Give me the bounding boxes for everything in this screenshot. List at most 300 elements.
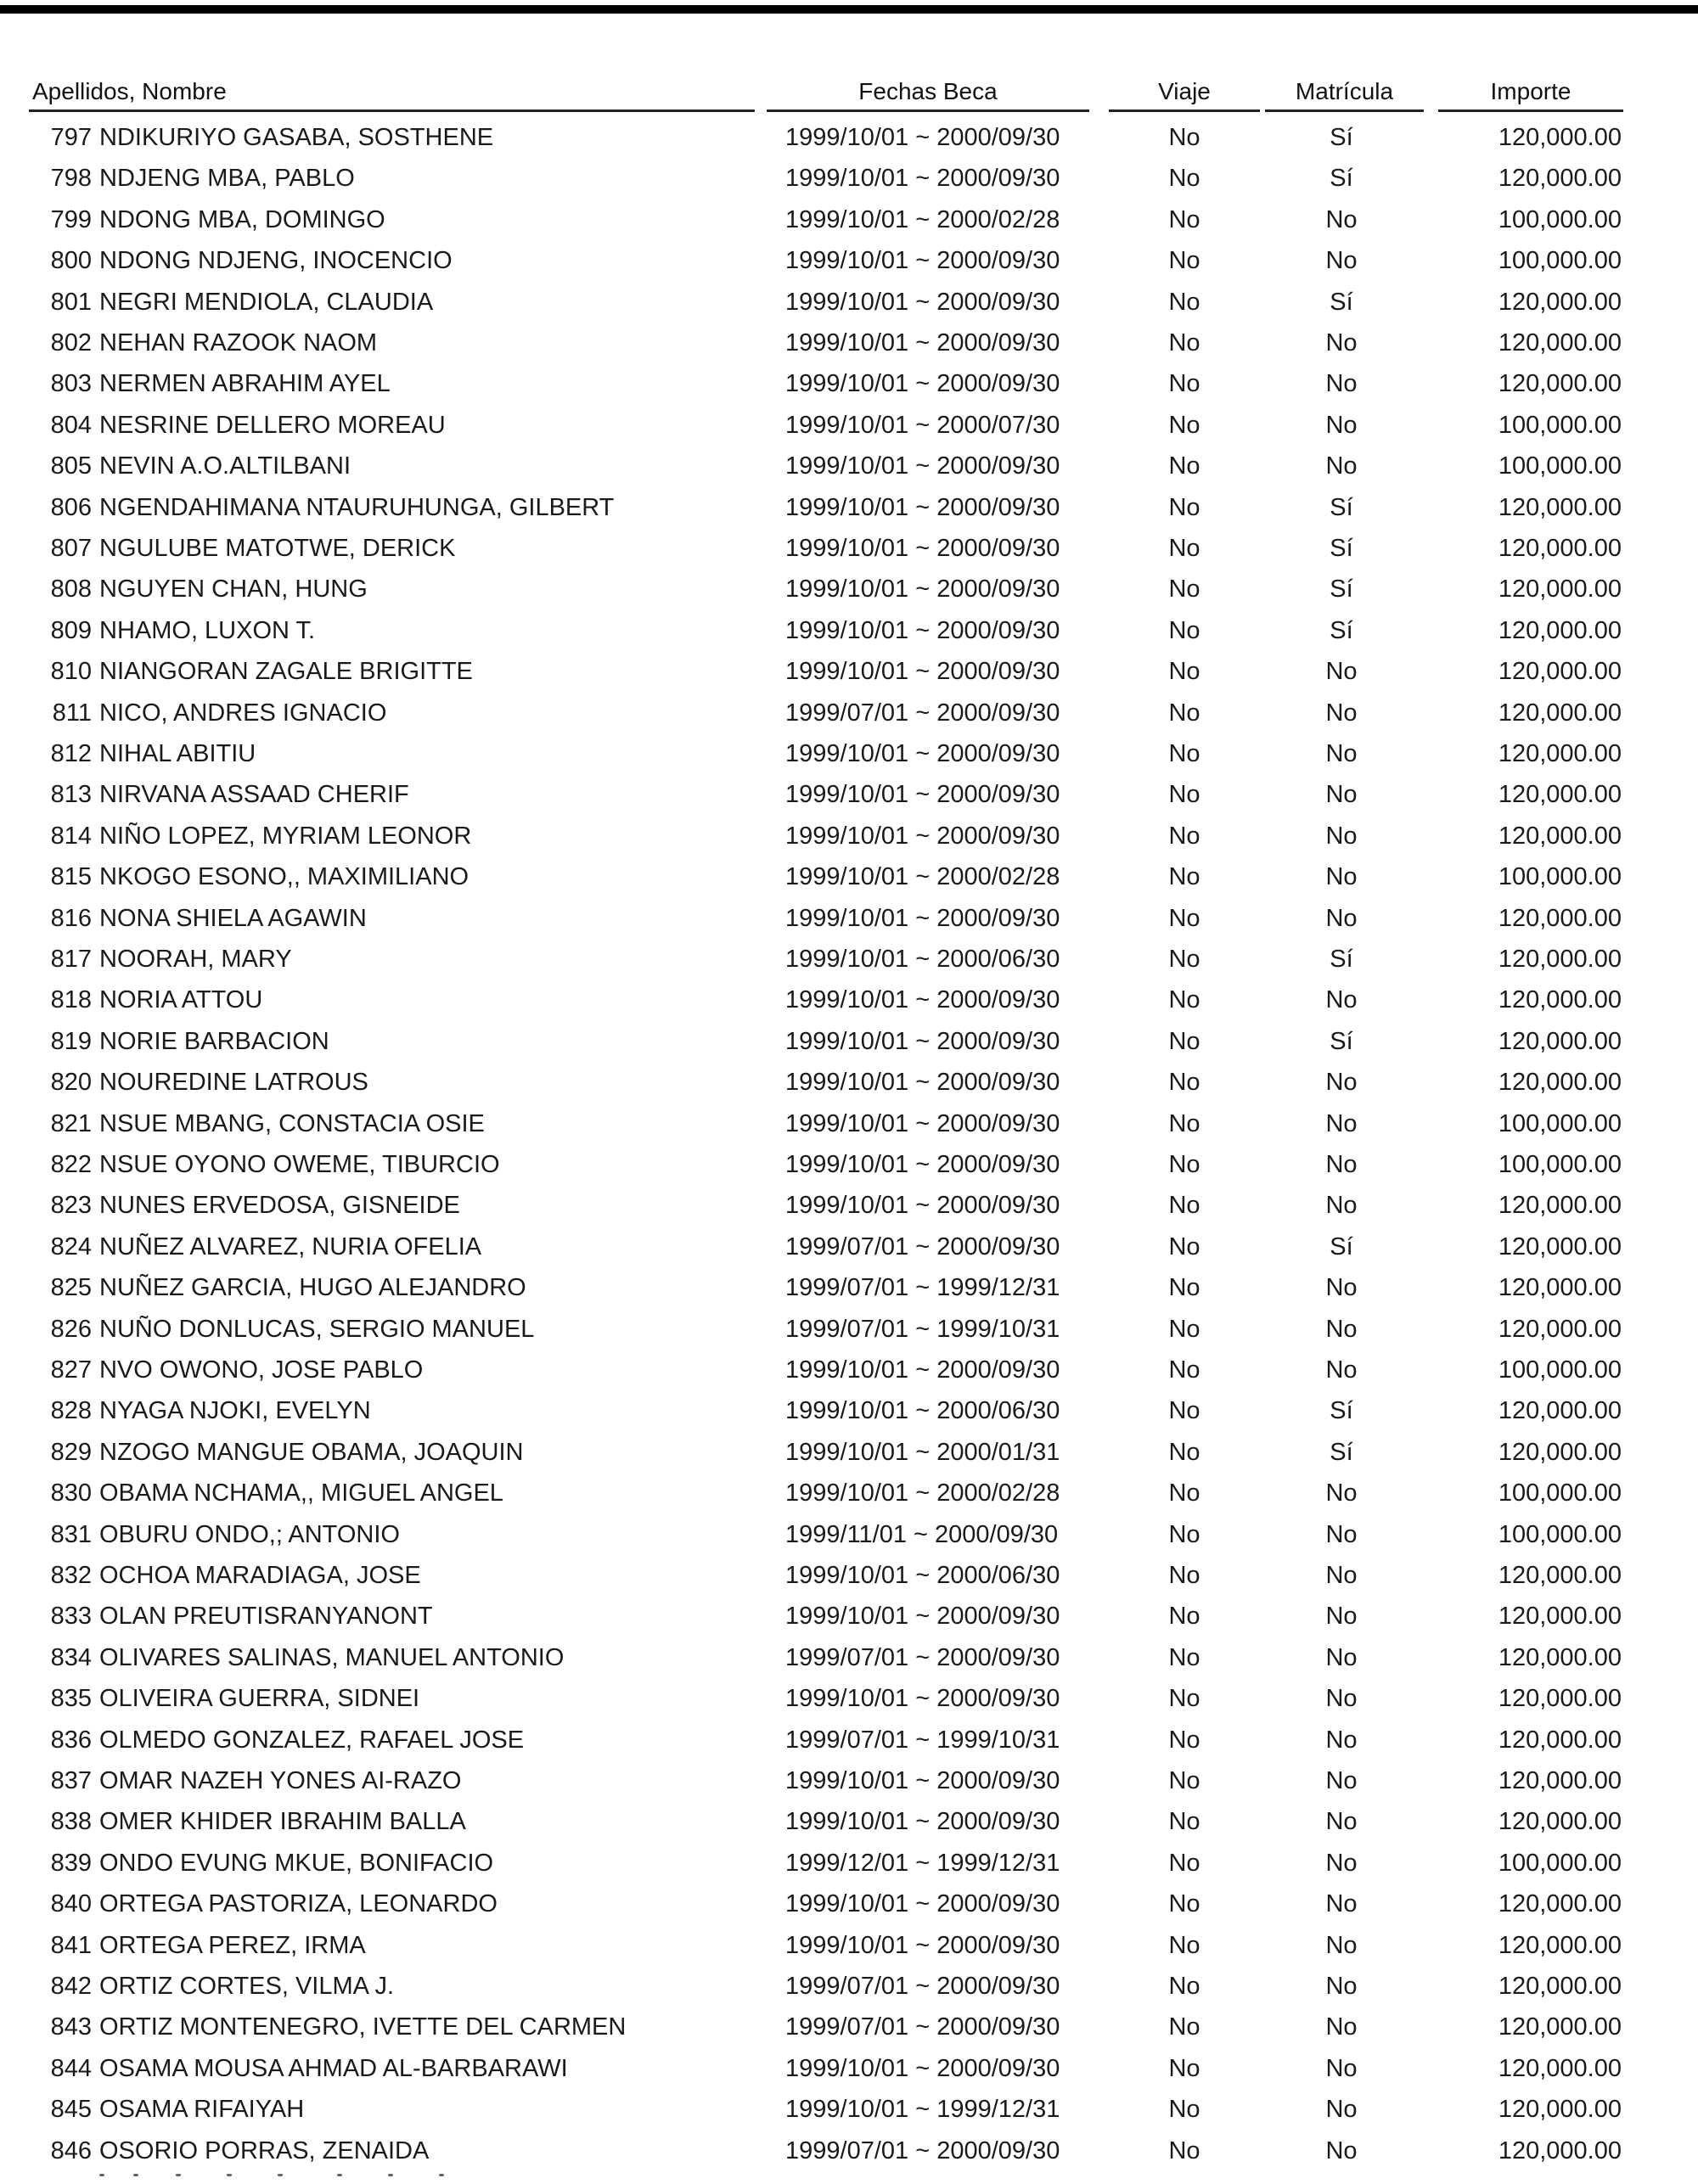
row-importe: 100,000.00 xyxy=(1498,1479,1622,1507)
table-row xyxy=(0,1760,1698,1801)
row-number: 801 xyxy=(50,289,92,316)
row-name: NUNES ERVEDOSA, GISNEIDE xyxy=(99,1192,460,1219)
row-matricula: No xyxy=(1325,206,1358,233)
header-viaje: Viaje xyxy=(1109,78,1260,112)
row-dates: 1999/10/01 ~ 2000/09/30 xyxy=(785,1603,1060,1630)
row-name: NKOGO ESONO,, MAXIMILIANO xyxy=(99,863,469,890)
row-viaje: No xyxy=(1168,1028,1200,1055)
row-importe: 120,000.00 xyxy=(1498,1973,1622,2000)
row-name: NZOGO MANGUE OBAMA, JOAQUIN xyxy=(99,1439,524,1466)
row-importe: 120,000.00 xyxy=(1498,781,1622,808)
row-dates: 1999/10/01 ~ 2000/09/30 xyxy=(785,124,1060,151)
table-row xyxy=(0,2131,1698,2171)
row-dates: 1999/07/01 ~ 2000/09/30 xyxy=(785,1644,1060,1671)
row-matricula: No xyxy=(1325,2013,1358,2041)
row-dates: 1999/10/01 ~ 2000/09/30 xyxy=(785,575,1060,603)
table-row xyxy=(0,2048,1698,2089)
row-name: OLMEDO GONZALEZ, RAFAEL JOSE xyxy=(99,1726,525,1754)
table-row xyxy=(0,1514,1698,1555)
row-viaje: No xyxy=(1168,1439,1200,1466)
table-row xyxy=(0,1637,1698,1678)
row-dates: 1999/10/01 ~ 2000/09/30 xyxy=(785,905,1060,932)
row-viaje: No xyxy=(1168,1479,1200,1507)
row-importe: 120,000.00 xyxy=(1498,1028,1622,1055)
row-importe: 120,000.00 xyxy=(1498,946,1622,973)
row-number: 826 xyxy=(50,1316,92,1343)
row-name: OSAMA RIFAIYAH xyxy=(99,2096,305,2123)
row-importe: 120,000.00 xyxy=(1498,1603,1622,1630)
row-name: NEVIN A.O.ALTILBANI xyxy=(99,452,351,480)
row-number: 839 xyxy=(50,1850,92,1877)
row-name: ONDO EVUNG MKUE, BONIFACIO xyxy=(99,1850,494,1877)
row-name: NOORAH, MARY xyxy=(99,946,292,973)
row-viaje: No xyxy=(1168,1274,1200,1301)
row-viaje: No xyxy=(1168,1603,1200,1630)
table-row xyxy=(0,1801,1698,1842)
row-matricula: No xyxy=(1325,1521,1358,1548)
row-importe: 120,000.00 xyxy=(1498,1192,1622,1219)
table-row xyxy=(0,1966,1698,2007)
row-number: 829 xyxy=(50,1439,92,1466)
row-number: 825 xyxy=(50,1274,92,1301)
table-row xyxy=(0,2089,1698,2130)
row-number: 823 xyxy=(50,1192,92,1219)
row-matricula: No xyxy=(1325,781,1358,808)
row-number: 797 xyxy=(50,124,92,151)
row-number: 842 xyxy=(50,1973,92,2000)
row-name: NICO, ANDRES IGNACIO xyxy=(99,699,387,727)
row-viaje: No xyxy=(1168,2013,1200,2041)
row-number: 815 xyxy=(50,863,92,890)
row-importe: 120,000.00 xyxy=(1498,535,1622,562)
row-matricula: Sí xyxy=(1330,1028,1353,1055)
row-viaje: No xyxy=(1168,1316,1200,1343)
row-matricula: Sí xyxy=(1330,1397,1353,1424)
row-dates: 1999/07/01 ~ 2000/09/30 xyxy=(785,1233,1060,1260)
row-dates: 1999/10/01 ~ 2000/09/30 xyxy=(785,823,1060,850)
table-row xyxy=(0,323,1698,363)
row-viaje: No xyxy=(1168,165,1200,192)
row-number: 828 xyxy=(50,1397,92,1424)
row-viaje: No xyxy=(1168,2096,1200,2123)
row-importe: 100,000.00 xyxy=(1498,1850,1622,1877)
row-importe: 100,000.00 xyxy=(1498,247,1622,274)
row-number: 811 xyxy=(52,699,92,727)
row-matricula: No xyxy=(1325,1356,1358,1384)
row-importe: 120,000.00 xyxy=(1498,658,1622,685)
row-dates: 1999/10/01 ~ 2000/09/30 xyxy=(785,1151,1060,1178)
row-name: OSAMA MOUSA AHMAD AL-BARBARAWI xyxy=(99,2055,568,2082)
row-viaje: No xyxy=(1168,247,1200,274)
row-dates: 1999/10/01 ~ 2000/06/30 xyxy=(785,946,1060,973)
row-number: 805 xyxy=(50,452,92,480)
row-dates: 1999/10/01 ~ 2000/09/30 xyxy=(785,1808,1060,1835)
row-dates: 1999/10/01 ~ 2000/09/30 xyxy=(785,1767,1060,1794)
row-importe: 120,000.00 xyxy=(1498,1274,1622,1301)
table-row xyxy=(0,693,1698,733)
table-row xyxy=(0,1473,1698,1513)
table-row xyxy=(0,980,1698,1020)
row-number: 804 xyxy=(50,412,92,439)
row-number: 833 xyxy=(50,1603,92,1630)
row-viaje: No xyxy=(1168,986,1200,1013)
row-importe: 120,000.00 xyxy=(1498,617,1622,644)
row-matricula: No xyxy=(1325,1932,1358,1959)
table-row xyxy=(0,774,1698,815)
row-importe: 100,000.00 xyxy=(1498,1151,1622,1178)
row-dates: 1999/10/01 ~ 2000/09/30 xyxy=(785,1932,1060,1959)
row-viaje: No xyxy=(1168,575,1200,603)
row-dates: 1999/10/01 ~ 2000/01/31 xyxy=(785,1439,1060,1466)
row-importe: 120,000.00 xyxy=(1498,2013,1622,2041)
row-name: OLIVARES SALINAS, MANUEL ANTONIO xyxy=(99,1644,565,1671)
row-number: 840 xyxy=(50,1890,92,1917)
row-name: NGENDAHIMANA NTAURUHUNGA, GILBERT xyxy=(99,494,615,521)
row-name: OCHOA MARADIAGA, JOSE xyxy=(99,1562,421,1589)
row-importe: 120,000.00 xyxy=(1498,370,1622,397)
row-viaje: No xyxy=(1168,1192,1200,1219)
row-dates: 1999/07/01 ~ 2000/09/30 xyxy=(785,1973,1060,2000)
row-name: NDIKURIYO GASABA, SOSTHENE xyxy=(99,124,494,151)
row-importe: 100,000.00 xyxy=(1498,412,1622,439)
row-dates: 1999/10/01 ~ 2000/09/30 xyxy=(785,1192,1060,1219)
table-row xyxy=(0,733,1698,774)
row-dates: 1999/10/01 ~ 2000/09/30 xyxy=(785,740,1060,767)
row-name: NIANGORAN ZAGALE BRIGITTE xyxy=(99,658,473,685)
table-row xyxy=(0,1309,1698,1350)
row-number: 814 xyxy=(50,823,92,850)
table-row xyxy=(0,1390,1698,1431)
row-number: 813 xyxy=(50,781,92,808)
row-matricula: No xyxy=(1325,370,1358,397)
row-viaje: No xyxy=(1168,2137,1200,2164)
row-matricula: Sí xyxy=(1330,946,1353,973)
table-row xyxy=(0,446,1698,486)
row-matricula: Sí xyxy=(1330,1439,1353,1466)
row-number: 820 xyxy=(50,1069,92,1096)
row-name: NUÑEZ ALVAREZ, NURIA OFELIA xyxy=(99,1233,482,1260)
row-matricula: No xyxy=(1325,1069,1358,1096)
row-name: NONA SHIELA AGAWIN xyxy=(99,905,367,932)
table-row xyxy=(0,405,1698,446)
row-importe: 120,000.00 xyxy=(1498,2055,1622,2082)
row-viaje: No xyxy=(1168,1069,1200,1096)
row-viaje: No xyxy=(1168,1397,1200,1424)
row-dates: 1999/10/01 ~ 2000/09/30 xyxy=(785,165,1060,192)
row-matricula: No xyxy=(1325,1767,1358,1794)
row-matricula: No xyxy=(1325,863,1358,890)
row-matricula: Sí xyxy=(1330,535,1353,562)
row-name: NORIA ATTOU xyxy=(99,986,263,1013)
table-row xyxy=(0,610,1698,651)
row-matricula: No xyxy=(1325,740,1358,767)
row-dates: 1999/07/01 ~ 2000/09/30 xyxy=(785,2137,1060,2164)
row-viaje: No xyxy=(1168,946,1200,973)
row-matricula: Sí xyxy=(1330,494,1353,521)
row-dates: 1999/10/01 ~ 2000/09/30 xyxy=(785,1356,1060,1384)
row-name: NGUYEN CHAN, HUNG xyxy=(99,575,368,603)
row-dates: 1999/07/01 ~ 1999/12/31 xyxy=(785,1274,1060,1301)
row-number: 821 xyxy=(50,1110,92,1137)
row-viaje: No xyxy=(1168,1808,1200,1835)
row-dates: 1999/10/01 ~ 2000/09/30 xyxy=(785,617,1060,644)
row-viaje: No xyxy=(1168,1726,1200,1754)
row-name: NYAGA NJOKI, EVELYN xyxy=(99,1397,371,1424)
row-importe: 120,000.00 xyxy=(1498,905,1622,932)
table-row xyxy=(0,1678,1698,1719)
row-viaje: No xyxy=(1168,535,1200,562)
row-matricula: No xyxy=(1325,1603,1358,1630)
row-matricula: No xyxy=(1325,1726,1358,1754)
row-matricula: No xyxy=(1325,1479,1358,1507)
row-dates: 1999/07/01 ~ 1999/10/31 xyxy=(785,1316,1060,1343)
row-matricula: Sí xyxy=(1330,575,1353,603)
row-matricula: Sí xyxy=(1330,617,1353,644)
row-name: NERMEN ABRAHIM AYEL xyxy=(99,370,391,397)
row-name: OBAMA NCHAMA,, MIGUEL ANGEL xyxy=(99,1479,503,1507)
cut-off-line-fragment xyxy=(99,2167,541,2184)
row-viaje: No xyxy=(1168,1973,1200,2000)
row-matricula: No xyxy=(1325,1151,1358,1178)
row-matricula: No xyxy=(1325,1973,1358,2000)
row-matricula: No xyxy=(1325,1685,1358,1712)
row-dates: 1999/12/01 ~ 1999/12/31 xyxy=(785,1850,1060,1877)
row-dates: 1999/07/01 ~ 2000/09/30 xyxy=(785,699,1060,727)
row-number: 798 xyxy=(50,165,92,192)
row-number: 845 xyxy=(50,2096,92,2123)
table-row xyxy=(0,1350,1698,1390)
row-importe: 120,000.00 xyxy=(1498,699,1622,727)
row-matricula: No xyxy=(1325,1562,1358,1589)
row-viaje: No xyxy=(1168,1562,1200,1589)
row-name: OBURU ONDO,; ANTONIO xyxy=(99,1521,400,1548)
row-name: NUÑO DONLUCAS, SERGIO MANUEL xyxy=(99,1316,535,1343)
row-number: 830 xyxy=(50,1479,92,1507)
row-viaje: No xyxy=(1168,1685,1200,1712)
row-dates: 1999/10/01 ~ 2000/09/30 xyxy=(785,1110,1060,1137)
row-viaje: No xyxy=(1168,1521,1200,1548)
row-matricula: No xyxy=(1325,1850,1358,1877)
row-viaje: No xyxy=(1168,1110,1200,1137)
row-number: 818 xyxy=(50,986,92,1013)
row-name: NDONG NDJENG, INOCENCIO xyxy=(99,247,453,274)
row-importe: 120,000.00 xyxy=(1498,1685,1622,1712)
row-matricula: No xyxy=(1325,658,1358,685)
row-matricula: No xyxy=(1325,329,1358,357)
row-importe: 120,000.00 xyxy=(1498,823,1622,850)
table-row xyxy=(0,1432,1698,1473)
row-dates: 1999/10/01 ~ 2000/09/30 xyxy=(785,1028,1060,1055)
row-matricula: No xyxy=(1325,699,1358,727)
row-viaje: No xyxy=(1168,1233,1200,1260)
row-matricula: No xyxy=(1325,1274,1358,1301)
row-dates: 1999/07/01 ~ 2000/09/30 xyxy=(785,2013,1060,2041)
table-row xyxy=(0,1185,1698,1226)
row-name: NDJENG MBA, PABLO xyxy=(99,165,355,192)
row-dates: 1999/10/01 ~ 2000/09/30 xyxy=(785,370,1060,397)
row-importe: 120,000.00 xyxy=(1498,329,1622,357)
table-row xyxy=(0,1144,1698,1185)
table-row xyxy=(0,487,1698,528)
row-matricula: No xyxy=(1325,1644,1358,1671)
row-matricula: Sí xyxy=(1330,1233,1353,1260)
row-number: 822 xyxy=(50,1151,92,1178)
row-importe: 120,000.00 xyxy=(1498,1932,1622,1959)
row-dates: 1999/10/01 ~ 2000/02/28 xyxy=(785,206,1060,233)
row-viaje: No xyxy=(1168,206,1200,233)
row-matricula: Sí xyxy=(1330,124,1353,151)
row-viaje: No xyxy=(1168,1356,1200,1384)
table-row xyxy=(0,117,1698,158)
row-dates: 1999/10/01 ~ 2000/09/30 xyxy=(785,1890,1060,1917)
row-name: NIÑO LOPEZ, MYRIAM LEONOR xyxy=(99,823,472,850)
row-name: OLAN PREUTISRANYANONT xyxy=(99,1603,433,1630)
row-dates: 1999/10/01 ~ 2000/09/30 xyxy=(785,1069,1060,1096)
row-matricula: No xyxy=(1325,986,1358,1013)
row-number: 799 xyxy=(50,206,92,233)
row-dates: 1999/10/01 ~ 2000/07/30 xyxy=(785,412,1060,439)
row-viaje: No xyxy=(1168,370,1200,397)
row-number: 819 xyxy=(50,1028,92,1055)
row-dates: 1999/10/01 ~ 2000/09/30 xyxy=(785,658,1060,685)
table-row xyxy=(0,898,1698,939)
row-viaje: No xyxy=(1168,781,1200,808)
row-viaje: No xyxy=(1168,863,1200,890)
row-number: 843 xyxy=(50,2013,92,2041)
top-rule xyxy=(0,5,1698,14)
row-dates: 1999/10/01 ~ 2000/09/30 xyxy=(785,247,1060,274)
row-name: OSORIO PORRAS, ZENAIDA xyxy=(99,2137,430,2164)
row-matricula: No xyxy=(1325,452,1358,480)
row-name: NSUE MBANG, CONSTACIA OSIE xyxy=(99,1110,485,1137)
row-matricula: No xyxy=(1325,412,1358,439)
row-viaje: No xyxy=(1168,658,1200,685)
row-importe: 120,000.00 xyxy=(1498,575,1622,603)
row-dates: 1999/10/01 ~ 2000/09/30 xyxy=(785,452,1060,480)
row-dates: 1999/10/01 ~ 2000/09/30 xyxy=(785,1685,1060,1712)
row-number: 802 xyxy=(50,329,92,357)
row-viaje: No xyxy=(1168,329,1200,357)
row-number: 837 xyxy=(50,1767,92,1794)
row-viaje: No xyxy=(1168,905,1200,932)
row-importe: 100,000.00 xyxy=(1498,452,1622,480)
row-importe: 120,000.00 xyxy=(1498,986,1622,1013)
row-number: 808 xyxy=(50,575,92,603)
table-row xyxy=(0,1021,1698,1062)
table-row xyxy=(0,240,1698,281)
row-number: 844 xyxy=(50,2055,92,2082)
row-viaje: No xyxy=(1168,617,1200,644)
row-matricula: No xyxy=(1325,1316,1358,1343)
row-matricula: Sí xyxy=(1330,289,1353,316)
row-name: ORTIZ CORTES, VILMA J. xyxy=(99,1973,394,2000)
row-name: NOUREDINE LATROUS xyxy=(99,1069,368,1096)
header-importe: Importe xyxy=(1438,78,1623,112)
row-matricula: No xyxy=(1325,2137,1358,2164)
row-number: 827 xyxy=(50,1356,92,1384)
row-dates: 1999/10/01 ~ 2000/09/30 xyxy=(785,535,1060,562)
row-number: 807 xyxy=(50,535,92,562)
row-name: NESRINE DELLERO MOREAU xyxy=(99,412,446,439)
row-number: 834 xyxy=(50,1644,92,1671)
row-importe: 100,000.00 xyxy=(1498,1110,1622,1137)
row-name: OMAR NAZEH YONES AI-RAZO xyxy=(99,1767,462,1794)
row-name: NUÑEZ GARCIA, HUGO ALEJANDRO xyxy=(99,1274,526,1301)
table-row xyxy=(0,856,1698,897)
row-matricula: No xyxy=(1325,905,1358,932)
row-number: 800 xyxy=(50,247,92,274)
row-name: NIHAL ABITIU xyxy=(99,740,256,767)
row-viaje: No xyxy=(1168,823,1200,850)
row-importe: 120,000.00 xyxy=(1498,494,1622,521)
row-importe: 120,000.00 xyxy=(1498,165,1622,192)
table-row xyxy=(0,816,1698,856)
row-matricula: No xyxy=(1325,1192,1358,1219)
row-viaje: No xyxy=(1168,452,1200,480)
table-row xyxy=(0,1843,1698,1884)
row-name: NEHAN RAZOOK NAOM xyxy=(99,329,378,357)
row-number: 824 xyxy=(50,1233,92,1260)
row-dates: 1999/10/01 ~ 2000/09/30 xyxy=(785,986,1060,1013)
row-importe: 100,000.00 xyxy=(1498,206,1622,233)
table-row xyxy=(0,569,1698,609)
table-row xyxy=(0,363,1698,404)
row-importe: 120,000.00 xyxy=(1498,289,1622,316)
row-matricula: No xyxy=(1325,1890,1358,1917)
row-name: NIRVANA ASSAAD CHERIF xyxy=(99,781,409,808)
row-number: 806 xyxy=(50,494,92,521)
row-viaje: No xyxy=(1168,740,1200,767)
table-row xyxy=(0,1720,1698,1760)
table-row xyxy=(0,1227,1698,1267)
row-matricula: No xyxy=(1325,1808,1358,1835)
row-dates: 1999/10/01 ~ 2000/09/30 xyxy=(785,781,1060,808)
table-row xyxy=(0,651,1698,692)
row-importe: 120,000.00 xyxy=(1498,1726,1622,1754)
row-number: 835 xyxy=(50,1685,92,1712)
table-row xyxy=(0,1267,1698,1308)
row-viaje: No xyxy=(1168,1767,1200,1794)
row-importe: 120,000.00 xyxy=(1498,1316,1622,1343)
row-dates: 1999/10/01 ~ 2000/02/28 xyxy=(785,1479,1060,1507)
row-name: ORTIZ MONTENEGRO, IVETTE DEL CARMEN xyxy=(99,2013,627,2041)
row-dates: 1999/10/01 ~ 2000/06/30 xyxy=(785,1562,1060,1589)
row-dates: 1999/10/01 ~ 2000/09/30 xyxy=(785,289,1060,316)
row-matricula: No xyxy=(1325,2096,1358,2123)
row-importe: 120,000.00 xyxy=(1498,1562,1622,1589)
table-row xyxy=(0,1103,1698,1144)
table-row xyxy=(0,158,1698,199)
row-viaje: No xyxy=(1168,699,1200,727)
table-row xyxy=(0,1596,1698,1637)
row-importe: 120,000.00 xyxy=(1498,1890,1622,1917)
row-importe: 120,000.00 xyxy=(1498,1069,1622,1096)
row-dates: 1999/10/01 ~ 2000/09/30 xyxy=(785,494,1060,521)
table-row xyxy=(0,1884,1698,1924)
table-row xyxy=(0,199,1698,240)
row-dates: 1999/10/01 ~ 2000/06/30 xyxy=(785,1397,1060,1424)
row-name: NDONG MBA, DOMINGO xyxy=(99,206,385,233)
row-name: NSUE OYONO OWEME, TIBURCIO xyxy=(99,1151,500,1178)
row-importe: 120,000.00 xyxy=(1498,124,1622,151)
table-row xyxy=(0,939,1698,980)
table-row xyxy=(0,282,1698,323)
row-number: 841 xyxy=(50,1932,92,1959)
row-dates: 1999/07/01 ~ 1999/10/31 xyxy=(785,1726,1060,1754)
row-importe: 120,000.00 xyxy=(1498,1767,1622,1794)
table-row xyxy=(0,1062,1698,1103)
row-matricula: No xyxy=(1325,247,1358,274)
